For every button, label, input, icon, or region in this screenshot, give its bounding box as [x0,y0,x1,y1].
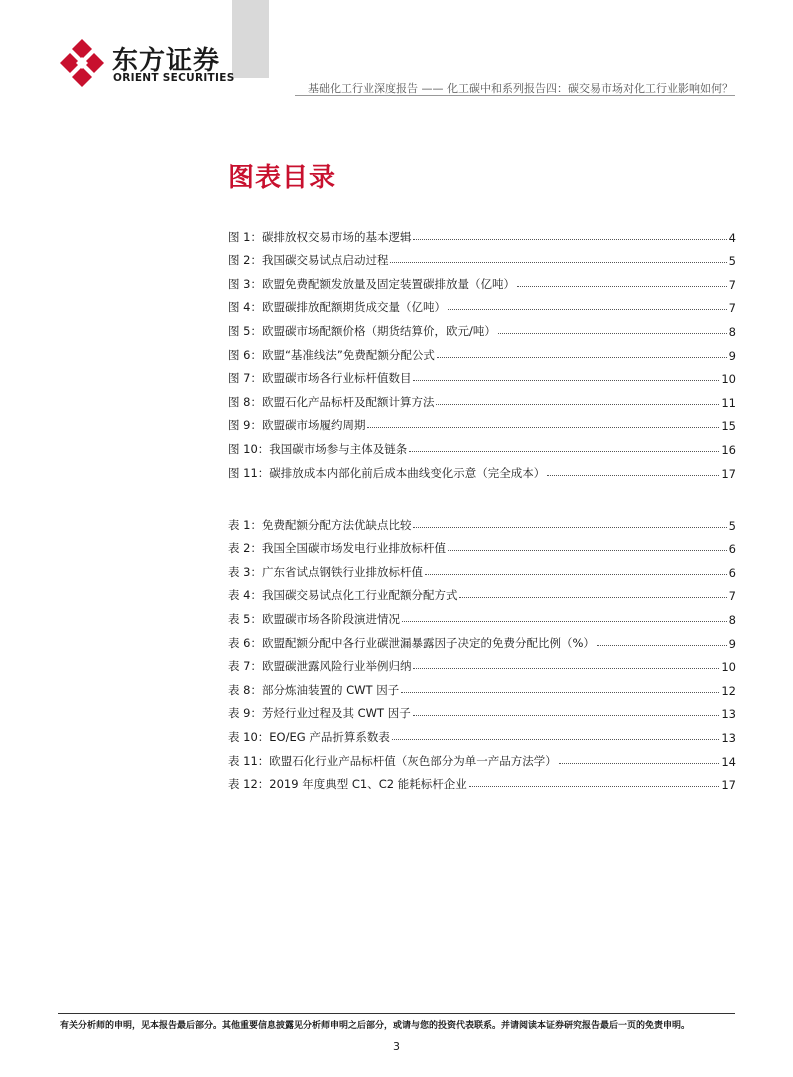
toc-entry-page: 5 [728,254,736,269]
company-logo [57,37,235,89]
toc-entry-figure-7[interactable] [228,363,736,387]
toc-leader-dots [413,379,719,381]
figure-list [228,221,736,481]
toc-entry-label: 图 1：碳排放权交易市场的基本逻辑 [228,229,412,244]
toc-leader-dots [390,261,726,263]
toc-entry-table-7[interactable] [228,651,736,675]
toc-entry-label: 表 10：EO/EG 产品折算系数表 [228,729,390,744]
toc-entry-label: 图 11：碳排放成本内部化前后成本曲线变化示意（完全成本） [228,465,546,480]
toc-entry-label: 表 5：欧盟碳市场各阶段演进情况 [228,611,400,626]
toc-entry-page: 17 [721,466,736,481]
toc-entry-label: 表 12：2019 年度典型 C1、C2 能耗标杆企业 [228,777,467,792]
toc-entry-table-12[interactable] [228,769,736,793]
page-number: 3 [393,1040,400,1053]
header-divider [295,95,735,96]
toc-entry-page: 13 [721,730,736,745]
toc-entry-label: 表 9：芳烃行业过程及其 CWT 因子 [228,706,411,721]
toc-leader-dots [425,573,727,575]
toc-entry-label: 图 2：我国碳交易试点启动过程 [228,253,389,268]
toc-entry-page: 8 [728,324,736,339]
toc-entry-page: 5 [728,518,736,533]
toc-leader-dots [469,785,720,787]
toc-entry-page: 14 [721,754,736,769]
toc-leader-dots [459,596,726,598]
toc-entry-table-9[interactable] [228,698,736,722]
toc-entry-label: 图 4：欧盟碳排放配额期货成交量（亿吨） [228,300,446,315]
table-list [228,509,736,792]
toc-leader-dots [547,474,719,476]
toc-leader-dots [437,356,727,358]
toc-leader-dots [401,691,719,693]
header-gray-band [232,0,269,78]
toc-entry-label: 图 6：欧盟“基准线法”免费配额分配公式 [228,347,435,362]
toc-entry-page: 6 [728,542,736,557]
toc-entry-figure-10[interactable] [228,433,736,457]
toc-leader-dots [559,762,720,764]
toc-entry-label: 图 7：欧盟碳市场各行业标杆值数目 [228,371,412,386]
toc-entry-figure-6[interactable] [228,339,736,363]
toc-leader-dots [367,426,719,428]
toc-entry-page: 10 [721,660,736,675]
toc-leader-dots [413,238,726,240]
toc-entry-page: 13 [721,707,736,722]
footer-divider [58,1013,735,1014]
toc-entry-page: 9 [728,348,736,363]
toc-entry-table-8[interactable] [228,674,736,698]
toc-entry-label: 图 8：欧盟石化产品标杆及配额计算方法 [228,394,435,409]
toc-entry-table-11[interactable] [228,745,736,769]
toc-leader-dots [597,644,727,646]
toc-entry-label: 表 4：我国碳交易试点化工行业配额分配方式 [228,588,458,603]
toc-entry-table-5[interactable] [228,603,736,627]
toc-entry-label: 表 11：欧盟石化行业产品标杆值（灰色部分为单一产品方法学） [228,753,557,768]
toc-entry-figure-2[interactable] [228,245,736,269]
toc-entry-page: 11 [721,395,736,410]
toc-entry-figure-9[interactable] [228,410,736,434]
toc-entry-figure-11[interactable] [228,457,736,481]
footer-disclaimer: 有关分析师的申明，见本报告最后部分。其他重要信息披露见分析师申明之后部分，或请与您的投资代表联系。并请阅读本证券研究报告最后一页的免责申明。 [60,1021,691,1031]
toc-leader-dots [498,332,727,334]
toc-leader-dots [409,450,719,452]
toc-entry-label: 图 10：我国碳市场参与主体及链条 [228,441,408,456]
toc-leader-dots [436,403,719,405]
toc-leader-dots [413,714,720,716]
orient-securities-logo-icon [57,37,107,89]
toc-entry-figure-5[interactable] [228,315,736,339]
toc-entry-label: 表 3：广东省试点钢铁行业排放标杆值 [228,564,423,579]
toc-entry-page: 6 [728,565,736,580]
toc-leader-dots [448,308,727,310]
toc-entry-page: 7 [728,589,736,604]
brand-name-en: ORIENT SECURITIES [113,72,235,84]
toc-entry-figure-8[interactable] [228,386,736,410]
toc-entry-label: 表 7：欧盟碳泄露风险行业举例归纳 [228,659,412,674]
toc-entry-figure-3[interactable] [228,268,736,292]
toc-entry-table-10[interactable] [228,721,736,745]
toc-entry-table-4[interactable] [228,580,736,604]
toc-entry-page: 10 [721,372,736,387]
toc-entry-label: 表 8：部分炼油装置的 CWT 因子 [228,682,400,697]
toc-entry-page: 4 [728,230,736,245]
toc-entry-table-6[interactable] [228,627,736,651]
toc-entry-page: 15 [721,419,736,434]
toc-entry-page: 7 [728,277,736,292]
toc-entry-page: 16 [721,442,736,457]
toc-leader-dots [517,285,727,287]
toc-entry-page: 8 [728,612,736,627]
toc-entry-figure-1[interactable] [228,221,736,245]
toc-entry-label: 表 1：免费配额分配方法优缺点比较 [228,517,412,532]
toc-entry-page: 12 [721,683,736,698]
report-header-title: 基础化工行业深度报告 —— 化工碳中和系列报告四：碳交易市场对化工行业影响如何？ [308,82,733,95]
toc-entry-label: 图 3：欧盟免费配额发放量及固定装置碳排放量（亿吨） [228,276,515,291]
toc-entry-page: 7 [728,301,736,316]
toc-entry-figure-4[interactable] [228,292,736,316]
toc-leader-dots [392,738,720,740]
toc-entry-table-2[interactable] [228,533,736,557]
toc-entry-page: 9 [728,636,736,651]
toc-entry-page: 17 [721,778,736,793]
toc-title: 图表目录 [228,163,337,193]
toc-leader-dots [413,526,726,528]
toc-entry-table-3[interactable] [228,556,736,580]
toc-leader-dots [413,667,719,669]
toc-entry-label: 图 5：欧盟碳市场配额价格（期货结算价，欧元/吨） [228,323,496,338]
toc-entry-label: 图 9：欧盟碳市场履约周期 [228,418,366,433]
brand-name-cn: 东方证券 [112,46,221,76]
toc-entry-table-1[interactable] [228,509,736,533]
toc-leader-dots [448,549,727,551]
toc-leader-dots [402,620,727,622]
toc-entry-label: 表 6：欧盟配额分配中各行业碳泄漏暴露因子决定的免费分配比例（%） [228,635,595,650]
toc-entry-label: 表 2：我国全国碳市场发电行业排放标杆值 [228,541,446,556]
